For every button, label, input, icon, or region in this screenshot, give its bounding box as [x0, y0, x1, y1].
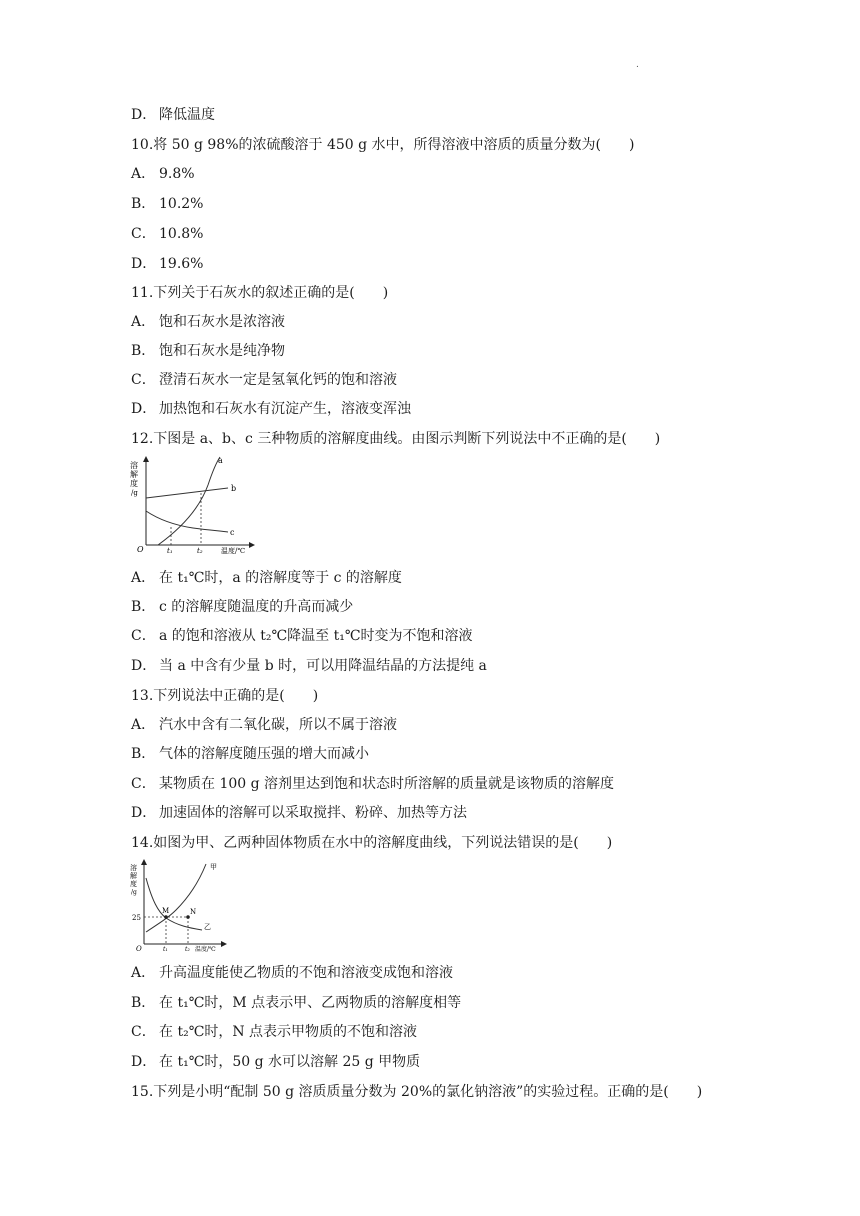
option-letter: D． [131, 401, 157, 417]
curve-jia-label: 甲 [210, 863, 217, 871]
y-label-4: /g [131, 489, 138, 497]
t1-label: t₁ [163, 946, 168, 953]
q10-option-a [131, 165, 195, 183]
x-label: 温度/℃ [195, 946, 216, 953]
q13-option-b [131, 745, 369, 763]
option-text: 在 t₁℃时，M 点表示甲、乙两物质的溶解度相等 [159, 995, 462, 1011]
q12-option-b [131, 598, 353, 616]
q10-option-b [131, 195, 203, 213]
q12-solubility-figure [128, 455, 258, 555]
q13-stem: 13.下列说法中正确的是( ) [131, 688, 319, 704]
q15-stem: 15.下列是小明“配制 50 g 溶质质量分数为 20%的氯化钠溶液”的实验过程。正确的是( ) [131, 1084, 703, 1100]
option-text: 19.6% [159, 256, 204, 272]
option-letter: B． [131, 599, 156, 615]
q13-option-d [131, 804, 467, 822]
y-label-2: 解 [130, 872, 137, 880]
q11-option-b [131, 342, 285, 360]
option-text: 降低温度 [159, 107, 215, 123]
q11-option-d [131, 400, 411, 418]
option-letter: B． [131, 995, 156, 1011]
y-label-2: 解 [130, 470, 138, 479]
curve-b [146, 488, 228, 498]
option-text: 气体的溶解度随压强的增大而减小 [159, 746, 369, 762]
option-letter: A． [131, 166, 156, 182]
option-letter: B． [131, 343, 156, 359]
option-letter: C． [131, 628, 156, 644]
y-label-4: /g [131, 889, 137, 896]
page-mark: . [636, 60, 639, 70]
option-text: 在 t₁℃时，50 g 水可以溶解 25 g 甲物质 [159, 1054, 421, 1070]
option-letter: D． [131, 256, 157, 272]
curve-yi-label: 乙 [204, 923, 211, 931]
option-letter: D． [131, 658, 157, 674]
q14-solubility-figure [128, 858, 228, 953]
option-text: 升高温度能使乙物质的不饱和溶液变成饱和溶液 [159, 965, 453, 981]
option-text: 9.8% [159, 166, 195, 182]
q9-option-d [131, 106, 215, 124]
q10-option-d [131, 255, 203, 273]
q13-option-a [131, 716, 397, 734]
option-text: 加热饱和石灰水有沉淀产生，溶液变浑浊 [159, 401, 411, 417]
t1-label: t₁ [167, 547, 173, 555]
origin-label: O [137, 545, 144, 554]
option-letter: D． [131, 1054, 157, 1070]
q11-option-c [131, 371, 397, 389]
option-letter: A． [131, 314, 156, 330]
q14-option-a [131, 964, 453, 982]
q10-stem: 10.将 50 g 98%的浓硫酸溶于 450 g 水中，所得溶液中溶质的质量分数为( ) [131, 137, 635, 153]
q11-option-a [131, 313, 285, 331]
q14-option-b [131, 994, 461, 1012]
y-label-3: 度 [130, 479, 138, 488]
q11-stem: 11.下列关于石灰水的叙述正确的是( ) [131, 285, 389, 301]
q12-stem: 12.下图是 a、b、c 三种物质的溶解度曲线。由图示判断下列说法中不正确的是( ) [131, 431, 661, 447]
option-text: a 的饱和溶液从 t₂℃降温至 t₁℃时变为不饱和溶液 [159, 628, 473, 644]
option-letter: C． [131, 776, 156, 792]
option-letter: C． [131, 372, 156, 388]
q14-option-d [131, 1053, 420, 1071]
origin-label: O [136, 945, 142, 953]
curve-c [146, 511, 228, 532]
point-n-label: N [190, 908, 197, 916]
option-text: 10.8% [159, 226, 204, 242]
curve-a [158, 457, 220, 545]
x-label: 温度/℃ [221, 547, 246, 555]
option-letter: B． [131, 746, 156, 762]
option-text: 饱和石灰水是纯净物 [159, 343, 285, 359]
option-letter: C． [131, 1024, 156, 1040]
option-letter: D． [131, 805, 157, 821]
point-m [164, 915, 168, 919]
q14-stem: 14.如图为甲、乙两种固体物质在水中的溶解度曲线，下列说法错误的是( ) [131, 835, 613, 851]
curve-yi [146, 878, 202, 930]
y-label-1: 溶 [130, 461, 138, 470]
curve-c-label: c [230, 528, 235, 537]
option-letter: C． [131, 226, 156, 242]
option-text: 饱和石灰水是浓溶液 [159, 314, 285, 330]
q14-option-c [131, 1023, 417, 1041]
curve-a-label: a [218, 456, 223, 465]
option-letter: A． [131, 965, 156, 981]
q13-option-c [131, 775, 614, 793]
option-text: 加速固体的溶解可以采取搅拌、粉碎、加热等方法 [159, 805, 467, 821]
t2-label: t₂ [185, 946, 190, 953]
curve-b-label: b [231, 484, 237, 493]
y-tick-25: 25 [132, 914, 141, 922]
option-text: 澄清石灰水一定是氢氧化钙的饱和溶液 [159, 372, 397, 388]
curve-jia [146, 864, 206, 932]
point-m-label: M [162, 907, 170, 915]
option-text: 10.2% [159, 196, 204, 212]
option-letter: A． [131, 717, 156, 733]
option-text: 某物质在 100 g 溶剂里达到饱和状态时所溶解的质量就是该物质的溶解度 [159, 776, 615, 792]
y-label-3: 度 [130, 880, 137, 888]
q12-option-a [131, 569, 402, 587]
t2-label: t₂ [197, 547, 203, 555]
option-text: c 的溶解度随温度的升高而减少 [159, 599, 354, 615]
q10-option-c [131, 225, 203, 243]
option-text: 在 t₁℃时，a 的溶解度等于 c 的溶解度 [159, 570, 402, 586]
y-label-1: 溶 [130, 864, 137, 872]
option-text: 在 t₂℃时，N 点表示甲物质的不饱和溶液 [159, 1024, 418, 1040]
q12-option-d [131, 657, 487, 675]
option-letter: D． [131, 107, 157, 123]
option-letter: B． [131, 196, 156, 212]
option-text: 汽水中含有二氧化碳，所以不属于溶液 [159, 717, 397, 733]
option-text: 当 a 中含有少量 b 时，可以用降温结晶的方法提纯 a [159, 658, 487, 674]
q12-option-c [131, 627, 473, 645]
option-letter: A． [131, 570, 156, 586]
